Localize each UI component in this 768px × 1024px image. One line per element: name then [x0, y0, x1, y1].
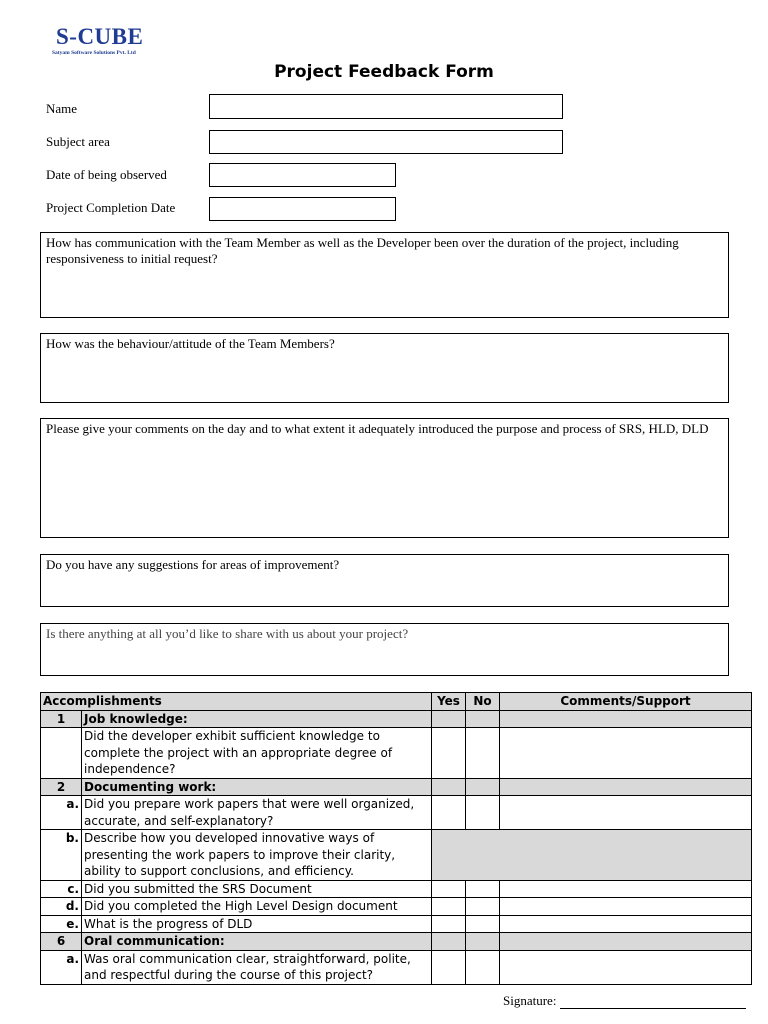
table-row	[41, 950, 752, 984]
signature-block	[503, 993, 746, 1009]
yes-cell[interactable]	[432, 880, 466, 898]
item-letter: e.	[41, 915, 82, 933]
section-number: 1	[41, 710, 82, 728]
signature-line[interactable]	[560, 994, 746, 1009]
item-text: Did you prepare work papers that were well organized, accurate, and self-explanatory?	[82, 796, 432, 830]
signature-label: Signature:	[503, 993, 557, 1008]
yes-cell[interactable]	[432, 728, 466, 779]
item-letter: a.	[41, 796, 82, 830]
question-srs-hld-dld[interactable]: Please give your comments on the day and to what extent it adequately introduced the purpose and process of SRS, HLD, DLD	[40, 418, 729, 538]
no-cell	[466, 933, 500, 951]
yes-cell	[432, 778, 466, 796]
question-improvement[interactable]: Do you have any suggestions for areas of improvement?	[40, 554, 729, 607]
question-behaviour[interactable]: How was the behaviour/attitude of the Team Members?	[40, 333, 729, 403]
no-cell[interactable]	[466, 898, 500, 916]
name-field[interactable]	[209, 94, 563, 119]
shaded-response-cell	[432, 830, 752, 881]
comments-cell[interactable]	[500, 950, 752, 984]
no-cell[interactable]	[466, 796, 500, 830]
section-row	[41, 710, 752, 728]
item-letter: b.	[41, 830, 82, 881]
no-cell[interactable]	[466, 915, 500, 933]
comments-cell	[500, 778, 752, 796]
section-title: Job knowledge:	[82, 710, 432, 728]
no-cell[interactable]	[466, 728, 500, 779]
yes-cell[interactable]	[432, 915, 466, 933]
table-row	[41, 880, 752, 898]
item-letter: c.	[41, 880, 82, 898]
accomplishments-header: Accomplishments	[41, 693, 432, 711]
yes-cell	[432, 710, 466, 728]
item-text: Describe how you developed innovative ways of presenting the work papers to improve their clarity, ability to support conclusions, and efficiency.	[82, 830, 432, 881]
subject-area-label: Subject area	[46, 134, 110, 149]
yes-header: Yes	[432, 693, 466, 711]
section-number: 6	[41, 933, 82, 951]
table-row	[41, 796, 752, 830]
comments-cell	[500, 710, 752, 728]
company-logo	[48, 24, 163, 56]
comments-cell[interactable]	[500, 915, 752, 933]
table-row	[41, 728, 752, 779]
item-text: Did you submitted the SRS Document	[82, 880, 432, 898]
logo-name: S-CUBE	[56, 24, 144, 49]
yes-cell	[432, 933, 466, 951]
accomplishments-table	[40, 692, 752, 985]
date-observed-field[interactable]	[209, 163, 396, 187]
question-share[interactable]: Is there anything at all you’d like to share with us about your project?	[40, 623, 729, 676]
question-communication[interactable]: How has communication with the Team Member as well as the Developer been over the duration of the project, including responsiveness to initial request?	[40, 232, 729, 318]
section-title: Oral communication:	[82, 933, 432, 951]
no-cell[interactable]	[466, 950, 500, 984]
yes-cell[interactable]	[432, 796, 466, 830]
name-label: Name	[46, 101, 78, 116]
table-row	[41, 915, 752, 933]
item-letter: d.	[41, 898, 82, 916]
no-cell	[466, 778, 500, 796]
section-row	[41, 933, 752, 951]
comments-cell[interactable]	[500, 796, 752, 830]
completion-date-label: Project Completion Date	[46, 200, 176, 215]
item-text: What is the progress of DLD	[82, 915, 432, 933]
comments-header: Comments/Support	[500, 693, 752, 711]
section-title: Documenting work:	[82, 778, 432, 796]
item-letter: a.	[41, 950, 82, 984]
yes-cell[interactable]	[432, 898, 466, 916]
section-number: 2	[41, 778, 82, 796]
item-letter	[41, 728, 82, 779]
date-observed-label: Date of being observed	[46, 167, 167, 182]
comments-cell[interactable]	[500, 880, 752, 898]
no-cell	[466, 710, 500, 728]
item-text: Did the developer exhibit sufficient knowledge to complete the project with an appropriate degree of independence?	[82, 728, 432, 779]
no-header: No	[466, 693, 500, 711]
section-row	[41, 778, 752, 796]
yes-cell[interactable]	[432, 950, 466, 984]
logo-tagline: Satyam Software Solutions Pvt. Ltd	[52, 50, 136, 56]
completion-date-field[interactable]	[209, 197, 396, 221]
table-row	[41, 898, 752, 916]
table-header-row	[41, 693, 752, 711]
comments-cell	[500, 933, 752, 951]
comments-cell[interactable]	[500, 898, 752, 916]
item-text: Was oral communication clear, straightforward, polite, and respectful during the course of this project?	[82, 950, 432, 984]
no-cell[interactable]	[466, 880, 500, 898]
item-text: Did you completed the High Level Design document	[82, 898, 432, 916]
table-row	[41, 830, 752, 881]
comments-cell[interactable]	[500, 728, 752, 779]
subject-area-field[interactable]	[209, 130, 563, 154]
page-title: Project Feedback Form	[274, 62, 494, 82]
